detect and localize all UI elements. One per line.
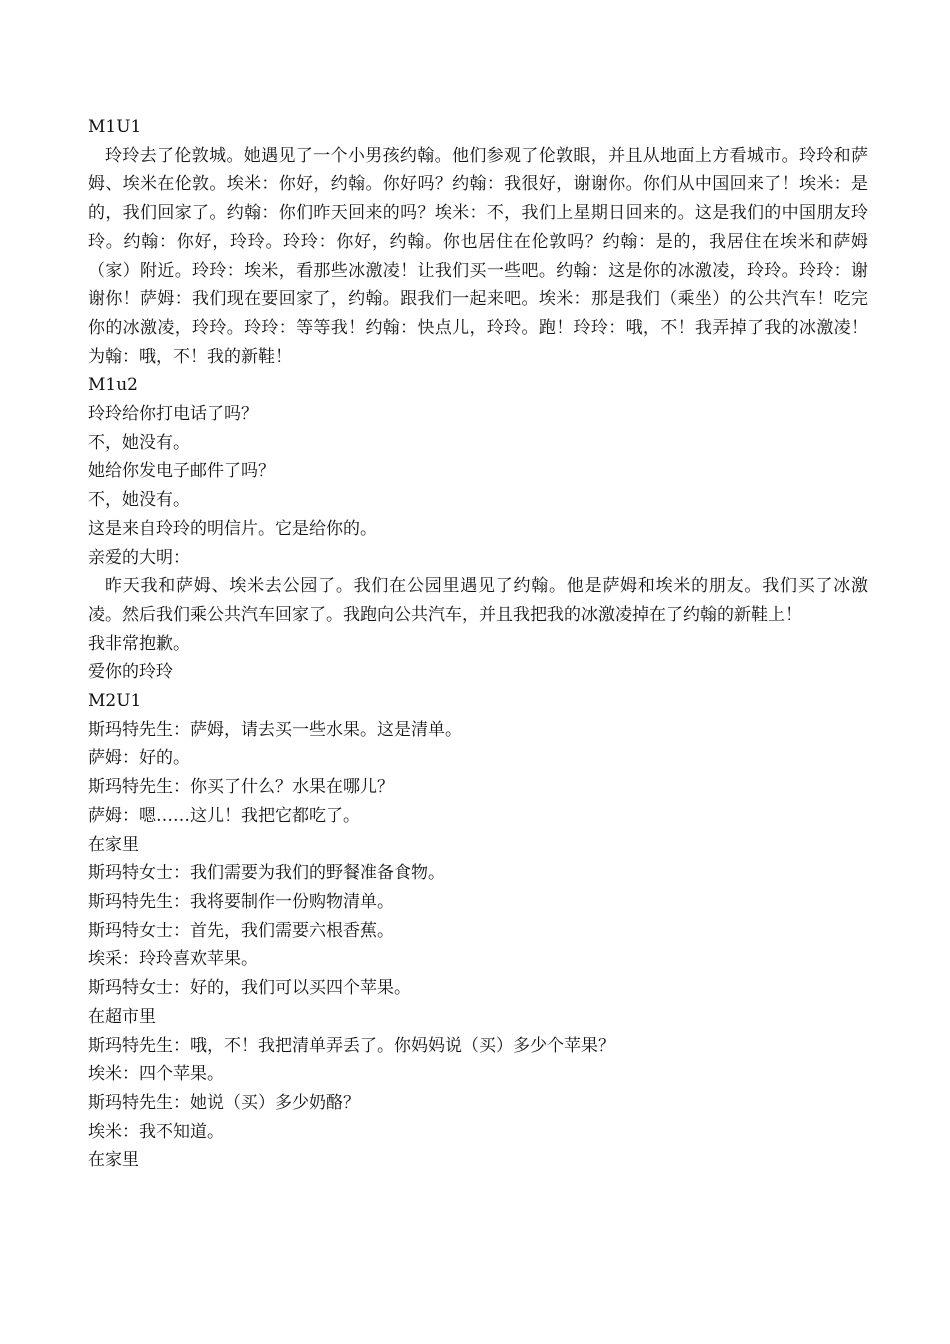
- dialogue-line: 斯玛特先生：你买了什么？水果在哪儿？: [88, 777, 394, 798]
- m1u1-story-paragraph: 玲玲去了伦敦城。她遇见了一个小男孩约翰。他们参观了伦敦眼，并且从地面上方看城市。玲玲和萨姆、埃米在伦敦。埃米：你好，约翰。你好吗？约翰：我很好，谢谢你。你们从中国回来了！埃米：是的，我们回家了。约翰：你们昨天回来的吗？埃米：不，我们上星期日回来的。这是我们的中国朋友玲玲。约翰：你好，玲玲。玲玲：你好，约翰。你也居住在伦敦吗？约翰：是的，我居住在埃米和萨姆（家）附近。玲玲：埃米，看那些冰激凌！让我们买一些吧。约翰：这是你的冰激凌，玲玲。玲玲：谢谢你！萨姆：我们现在要回家了，约翰。跟我们一起来吧。埃米：那是我们（乘坐）的公共汽车！吃完你的冰激凌，玲玲。玲玲：等等我！约翰：快点儿，玲玲。跑！玲玲：哦，不！我弄掉了我的冰激凌！为翰：哦，不！我的新鞋！: [88, 145, 868, 367]
- section-heading-m1u1: M1U1: [88, 117, 142, 137]
- dialogue-line: 埃采：玲玲喜欢苹果。: [88, 949, 258, 970]
- dialogue-line: 埃米：我不知道。: [88, 1121, 224, 1142]
- section-heading-m2u1: M2U1: [88, 691, 142, 712]
- dialogue-line: 斯玛特先生：萨姆，请去买一些水果。这是清单。: [88, 719, 462, 740]
- dialogue-line: 她给你发电子邮件了吗？: [88, 461, 275, 482]
- document-body: [88, 113, 868, 1175]
- dialogue-line: 斯玛特女士：首先，我们需要六根香蕉。: [88, 920, 394, 941]
- dialogue-line: 斯玛特先生：哦，不！我把清单弄丢了。你妈妈说（买）多少个苹果？: [88, 1035, 615, 1056]
- letter-signature: 爱你的玲玲: [88, 662, 173, 683]
- dialogue-line: 玲玲给你打电话了吗？: [88, 404, 258, 425]
- dialogue-line: 不，她没有。: [88, 432, 190, 453]
- dialogue-line: 埃米：四个苹果。: [88, 1064, 224, 1085]
- scene-heading: 在家里: [88, 834, 139, 855]
- dialogue-line: 斯玛特女士：我们需要为我们的野餐准备食物。: [88, 863, 445, 884]
- dialogue-line: 斯玛特先生：她说（买）多少奶酪？: [88, 1092, 360, 1113]
- scene-heading: 在家里: [88, 1150, 139, 1171]
- dialogue-line: 斯玛特先生：我将要制作一份购物清单。: [88, 891, 394, 912]
- scene-heading: 在超市里: [88, 1006, 156, 1027]
- section-heading-m1u2: M1u2: [88, 375, 138, 396]
- letter-salutation: 亲爱的大明：: [88, 547, 190, 568]
- dialogue-line: 斯玛特女士：好的，我们可以买四个苹果。: [88, 978, 411, 999]
- letter-closing-line: 我非常抱歉。: [88, 633, 190, 654]
- dialogue-line: 萨姆：好的。: [88, 748, 190, 769]
- letter-body-paragraph: 昨天我和萨姆、埃米去公园了。我们在公园里遇见了约翰。他是萨姆和埃米的朋友。我们买了冰激凌。然后我们乘公共汽车回家了。我跑向公共汽车，并且我把我的冰激凌掉在了约翰的新鞋上！: [88, 576, 868, 625]
- dialogue-line: 不，她没有。: [88, 490, 190, 511]
- dialogue-line: 这是来自玲玲的明信片。它是给你的。: [88, 518, 377, 539]
- dialogue-line: 萨姆：嗯……这儿！我把它都吃了。: [88, 805, 360, 826]
